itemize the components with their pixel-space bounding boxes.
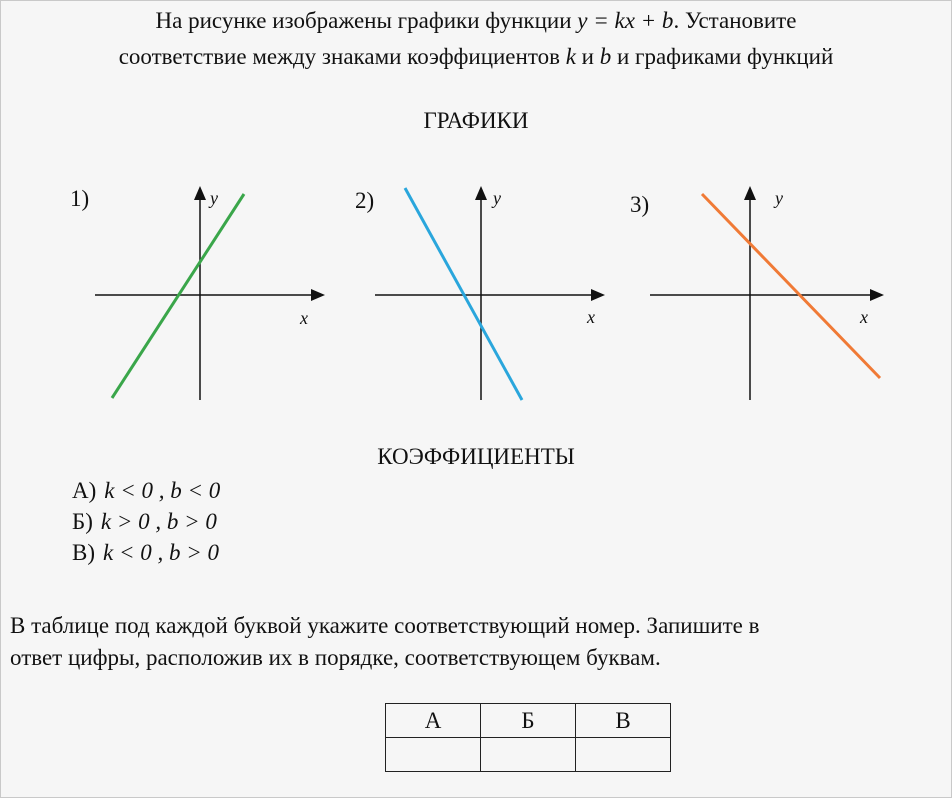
function-line-3 <box>702 194 880 378</box>
answer-cell-a[interactable] <box>386 738 481 772</box>
task-title-line-2: соответствие между знаками коэффициентов k и b и графиками функций <box>118 44 834 69</box>
x-axis-arrow-icon <box>870 289 884 301</box>
function-line-1 <box>112 194 244 398</box>
y-axis-label: y <box>493 188 501 208</box>
answer-table <box>385 703 671 772</box>
formula: y = kx + b <box>577 8 674 33</box>
graph-1 <box>70 178 340 413</box>
coefficient-option-v: В) k < 0 , b > 0 <box>72 540 219 565</box>
answer-cell-v[interactable] <box>576 738 671 772</box>
graph-2 <box>355 178 625 413</box>
y-axis-arrow-icon <box>744 186 756 200</box>
x-axis-arrow-icon <box>591 289 605 301</box>
graph-number: 1) <box>70 186 90 211</box>
coefficients-heading: КОЭФФИЦИЕНТЫ <box>377 444 575 469</box>
answer-header-b: Б <box>481 704 576 738</box>
graph-3 <box>630 178 900 413</box>
instruction-line-1: В таблице под каждой буквой укажите соответствующий номер. Запишите в <box>10 613 760 638</box>
y-axis-arrow-icon <box>475 186 487 200</box>
coefficient-option-a: А) k < 0 , b < 0 <box>72 478 221 503</box>
graph-number: 3) <box>630 192 650 217</box>
y-axis-label: y <box>775 188 783 208</box>
instruction-line-2: ответ цифры, расположив их в порядке, соответствующем буквам. <box>10 645 661 670</box>
graph-number: 2) <box>355 188 375 213</box>
task-title-line-1: На рисунке изображены графики функции y = kx + b. Установите <box>155 8 797 33</box>
answer-header-a: А <box>386 704 481 738</box>
x-axis-arrow-icon <box>311 289 325 301</box>
answer-table-header-row <box>386 704 671 738</box>
answer-cell-b[interactable] <box>481 738 576 772</box>
function-line-2 <box>405 188 522 400</box>
x-axis-label: x <box>587 307 595 327</box>
x-axis-label: x <box>300 308 308 328</box>
x-axis-label: x <box>860 307 868 327</box>
answer-header-v: В <box>576 704 671 738</box>
answer-table-input-row <box>386 738 671 772</box>
graphs-heading: ГРАФИКИ <box>423 108 529 133</box>
coefficient-option-b: Б) k > 0 , b > 0 <box>72 509 217 534</box>
y-axis-label: y <box>210 188 218 208</box>
y-axis-arrow-icon <box>194 186 206 200</box>
